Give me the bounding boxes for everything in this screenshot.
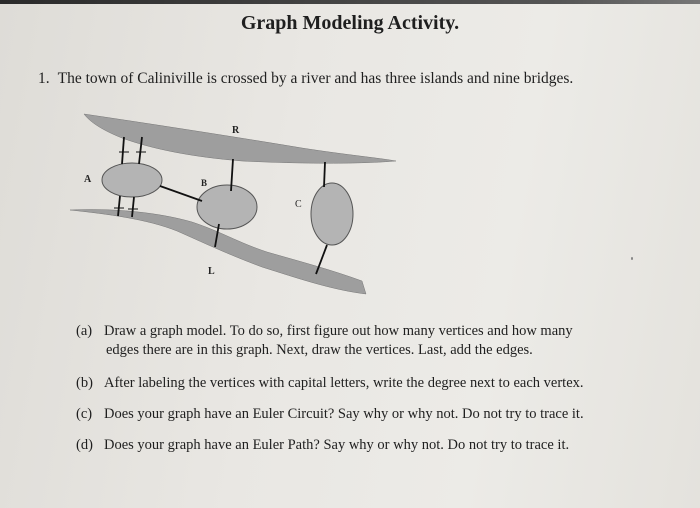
question-b-line1: After labeling the vertices with capital letters, write the degree next to each vertex. (104, 375, 584, 391)
island-b (197, 185, 257, 229)
bridge-a-b (160, 186, 202, 201)
label-a: A (84, 174, 92, 185)
question-b (76, 374, 584, 393)
land-r (84, 114, 396, 163)
label-b: B (201, 178, 208, 188)
label-r: R (232, 125, 240, 136)
question-a-line2: edges there are in this graph. Next, draw the vertices. Last, add the edges. (106, 342, 533, 358)
island-a (102, 163, 162, 197)
label-l: L (208, 266, 215, 277)
question-a-line1: Draw a graph model. To do so, first figure out how many vertices and how many (104, 323, 573, 339)
question-d (76, 436, 569, 455)
bridge-a-r-1 (122, 137, 124, 164)
question-d-line1: Does your graph have an Euler Path? Say why or why not. Do not try to trace it. (104, 437, 570, 453)
problem-text: The town of Caliniville is crossed by a river and has three islands and nine bridges. (57, 70, 574, 87)
bridge-c-r (324, 162, 325, 187)
question-a (76, 322, 573, 360)
island-c (311, 183, 353, 245)
problem-number: 1. (38, 70, 50, 87)
question-c-line1: Does your graph have an Euler Circuit? Say why or why not. Do not try to trace it. (104, 406, 584, 422)
page-title: Graph Modeling Activity. (240, 12, 460, 34)
page-edge (0, 0, 700, 4)
question-c (76, 405, 584, 424)
problem-statement (38, 70, 573, 88)
question-d-label: (d) (76, 437, 93, 453)
stray-mark (631, 257, 633, 260)
question-a-label: (a) (76, 323, 93, 339)
question-c-label: (c) (76, 406, 93, 422)
label-c: C (295, 199, 302, 210)
river-bridges-diagram (62, 104, 402, 300)
question-b-label: (b) (76, 375, 93, 391)
